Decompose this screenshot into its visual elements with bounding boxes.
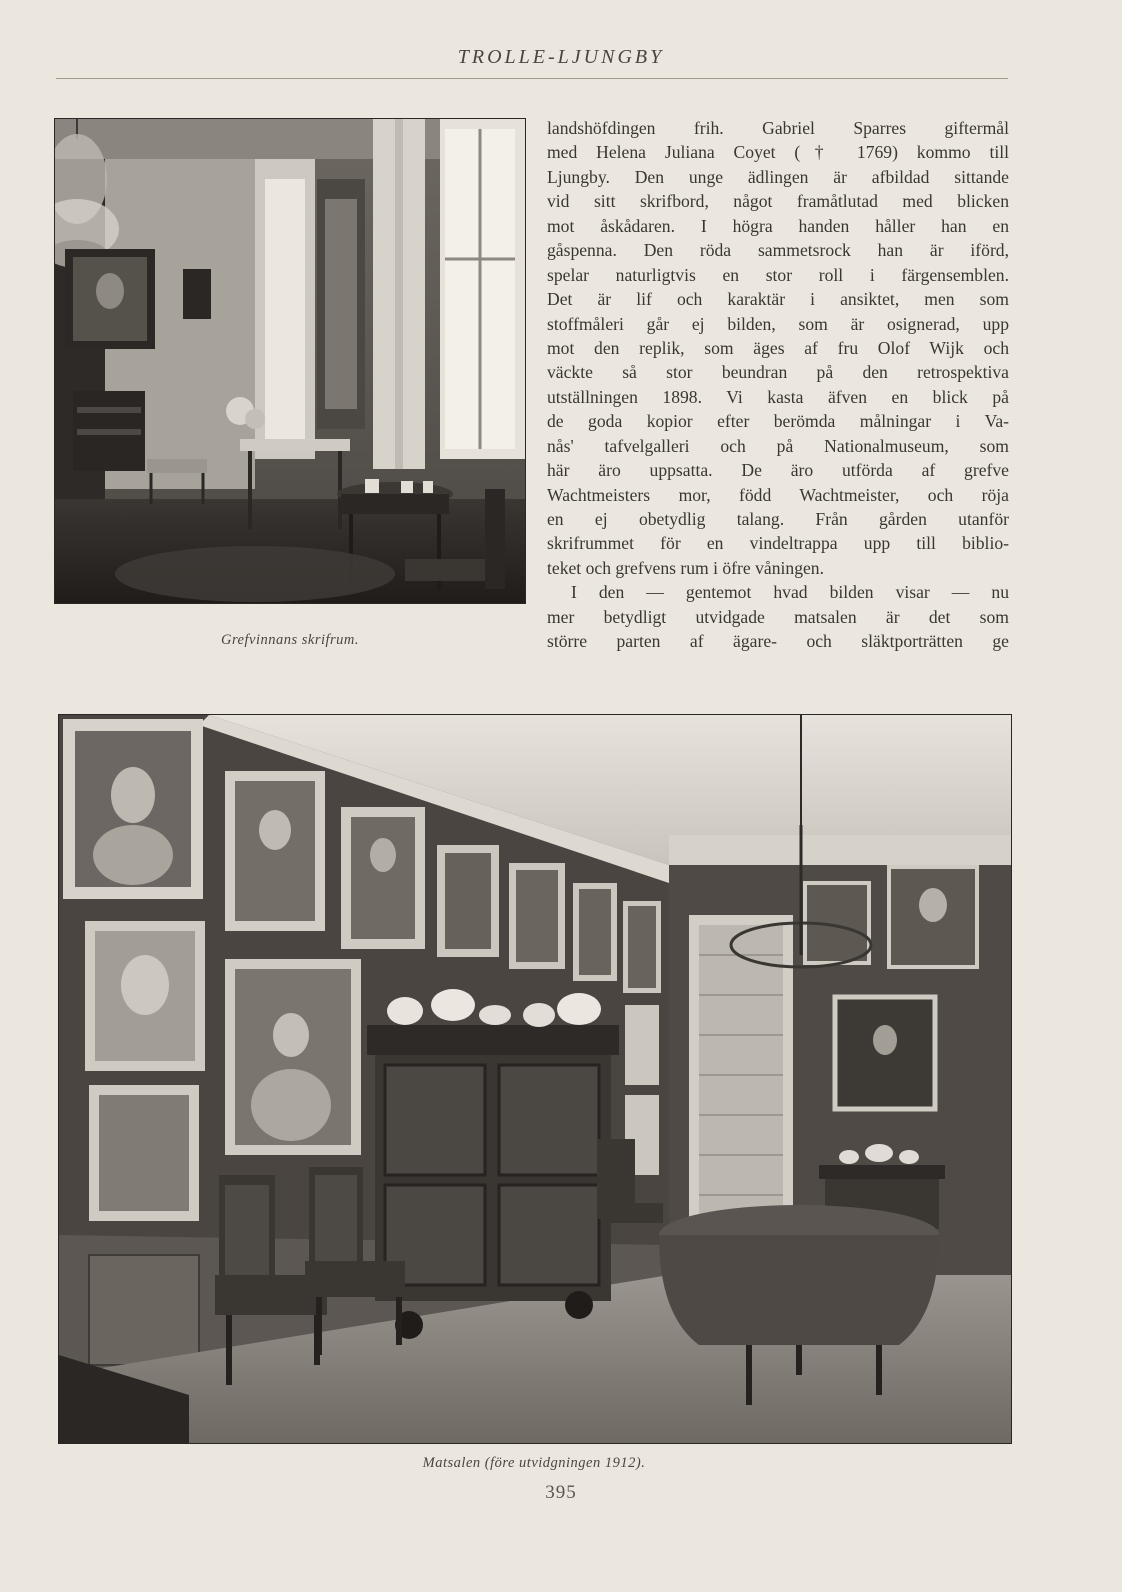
text-line: mot den replik, som äges af fru Olof Wijk och [547, 337, 1009, 358]
dining-photo-caption: Matsalen (före utvidgningen 1912). [422, 1455, 646, 1471]
text-line: landshöfdingen frih. Gabriel Sparres giftermål [547, 118, 1009, 138]
text-line: gåspenna. Den röda sammetsrock han är iförd, [547, 240, 1009, 261]
text-line: spelar naturligtvis en stor roll i färgensemblen. [547, 264, 1009, 285]
body-text [547, 116, 1009, 654]
text-line: nås' tafvelgalleri och på Nationalmuseum, som [547, 435, 1009, 456]
study-photo-caption: Grefvinnans skrifrum. [220, 632, 360, 648]
text-line: mot åskådaren. I högra handen håller han en [547, 215, 1009, 236]
text-line: väckte så stor beundran på den retrospektiva [547, 362, 1009, 383]
text-line: I den — gentemot hvad bilden visar — nu [571, 582, 1009, 603]
text-line: utställningen 1898. Vi kasta äfven en blick på [547, 386, 1009, 407]
text-line: skrifrummet för en vindeltrappa upp till biblio- [547, 533, 1009, 554]
header-rule [56, 78, 1008, 79]
text-line: en ej obetydlig talang. Från gården utanför [547, 509, 1009, 529]
text-line: här äro uppsatta. De äro utförda af grefve [547, 460, 1009, 481]
page-number: 395 [545, 1482, 577, 1503]
text-line: större parten af ägare- och släktporträtten ge [547, 631, 1009, 652]
text-line: Wachtmeisters mor, född Wachtmeister, och röja [547, 484, 1009, 505]
text-line: med Helena Juliana Coyet († 1769) kommo till [547, 142, 1009, 163]
text-line: mer betydligt utvidgade matsalen är det som [547, 606, 1009, 627]
study-photograph-image [55, 119, 525, 603]
dining-room-photograph [58, 714, 1012, 1444]
running-head: TROLLE-LJUNGBY [457, 46, 665, 68]
text-line: teket och grefvens rum i öfre våningen. [547, 557, 824, 578]
text-line: Ljungby. Den unge ädlingen är afbildad sittande [547, 166, 1009, 187]
text-line: Det är lif och karaktär i ansiktet, men som [547, 289, 1009, 310]
text-line: de goda kopior efter berömda målningar i Va- [547, 411, 1009, 432]
dining-room-photograph-image [59, 715, 1011, 1443]
text-line: stoffmåleri går ej bilden, som är osignerad, upp [547, 313, 1009, 334]
study-photograph [54, 118, 526, 604]
text-line: vid sitt skrifbord, något framåtlutad med blicken [547, 191, 1009, 212]
